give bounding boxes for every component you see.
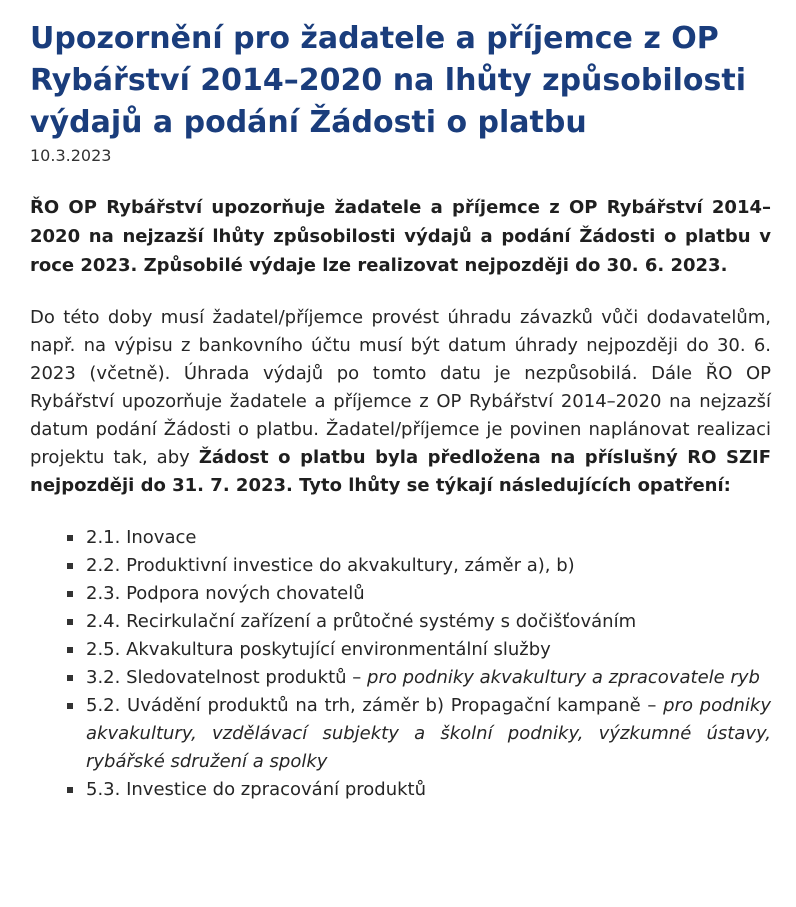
measures-list — [30, 524, 771, 804]
article-lead: ŘO OP Rybářství upozorňuje žadatele a příjemce z OP Rybářství 2014–2020 na nejzazší lhůty způsobilosti výdajů a podání Žádosti o platbu v roce 2023. Způsobilé výdaje lze realizovat nejpozději do 30. 6. 2023. — [30, 197, 771, 276]
measure-note: pro podniky akvakultury, vzdělávací subjekty a školní podniky, výzkumné ústavy, rybářské sdružení a spolky — [86, 695, 771, 772]
square-bullet-icon — [67, 675, 73, 681]
list-item — [86, 608, 771, 636]
body-plain-text: Do této doby musí žadatel/příjemce provést úhradu závazků vůči dodavatelům, např. na výpisu z bankovního účtu musí být datum úhrady nejpozději do 30. 6. 2023 (včetně). Úhrada výdajů po tomto datu je nezpůsobilá. Dále ŘO OP Rybářství upozorňuje žadatele a příjemce z OP Rybářství 2014–2020 na nejzazší datum podání Žádosti o platbu. Žadatel/příjemce je povinen naplánovat realizaci projektu tak, aby — [30, 307, 771, 468]
square-bullet-icon — [67, 619, 73, 625]
measure-text: 2.3. Podpora nových chovatelů — [86, 583, 365, 604]
square-bullet-icon — [67, 647, 73, 653]
article-title: Upozornění pro žadatele a příjemce z OP Rybářství 2014–2020 na lhůty způsobilosti výdajů a podání Žádosti o platbu — [30, 21, 747, 140]
article-date: 10.3.2023 — [30, 146, 112, 165]
article-body — [30, 304, 771, 500]
square-bullet-icon — [67, 535, 73, 541]
list-item — [86, 776, 771, 804]
measure-text: 5.2. Uvádění produktů na trh, záměr b) Propagační kampaně – — [86, 695, 664, 716]
measure-text: 2.4. Recirkulační zařízení a průtočné systémy s dočišťováním — [86, 611, 637, 632]
list-item — [86, 524, 771, 552]
list-item — [86, 636, 771, 664]
square-bullet-icon — [67, 563, 73, 569]
measure-text: 2.1. Inovace — [86, 527, 197, 548]
square-bullet-icon — [67, 703, 73, 709]
body-deadline-text: Žádost o platbu byla předložena na příslušný RO SZIF nejpozději do 31. 7. 2023. Tyto lhůty se týkají následujících opatření: — [30, 447, 772, 496]
square-bullet-icon — [67, 787, 73, 793]
measure-text: 5.3. Investice do zpracování produktů — [86, 779, 426, 800]
list-item — [86, 664, 771, 692]
list-item — [86, 580, 771, 608]
square-bullet-icon — [67, 591, 73, 597]
list-item — [86, 692, 771, 776]
measure-text: 2.5. Akvakultura poskytující environmentální služby — [86, 639, 551, 660]
measure-text: 3.2. Sledovatelnost produktů – — [86, 667, 368, 688]
measure-note: pro podniky akvakultury a zpracovatele ryb — [367, 667, 760, 688]
measure-text: 2.2. Produktivní investice do akvakultury, záměr a), b) — [86, 555, 575, 576]
list-item — [86, 552, 771, 580]
